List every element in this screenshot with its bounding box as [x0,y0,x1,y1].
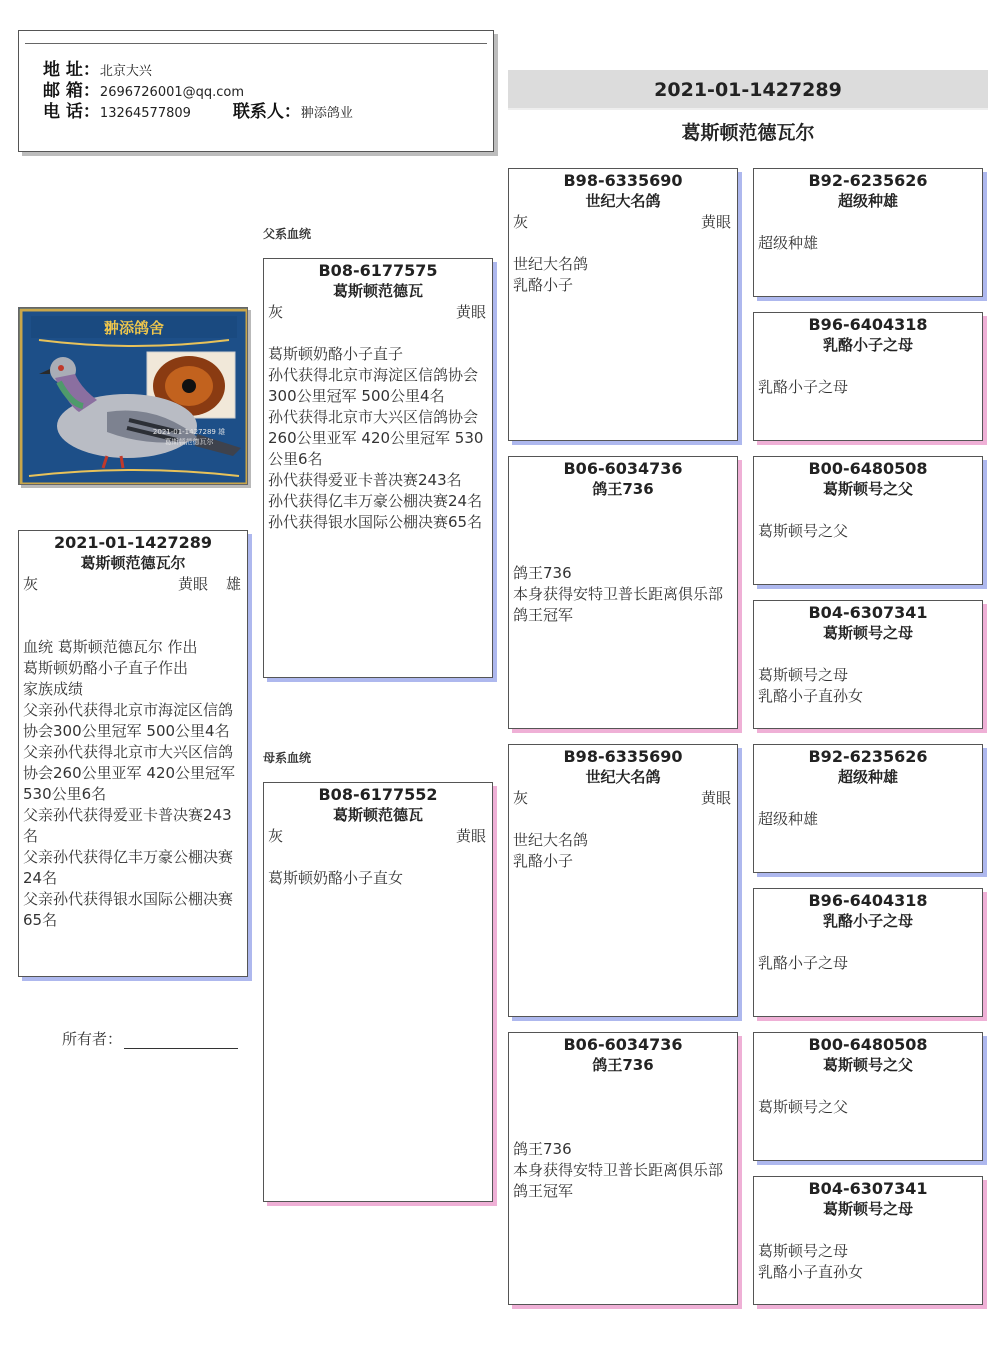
note-line: 葛斯顿号之父 [758,1098,849,1116]
gg7-ring: B00-6480508 [808,1035,928,1054]
sire-dam-ring: B06-6034736 [563,459,683,478]
subject-ring: 2021-01-1427289 [53,533,212,552]
note-line: 超级种雄 [758,234,819,252]
note-line: 父亲孙代获得银水国际公棚决赛65名 [23,890,234,929]
header-ring-number: 2021-01-1427289 [508,70,988,110]
gg4-ring: B04-6307341 [808,603,928,622]
gg3-ring: B00-6480508 [808,459,928,478]
sire-sire-notes [509,254,737,296]
great-grandparent-card-6 [753,888,983,1017]
gg5-notes [754,809,982,830]
note-line: 孙代获得北京市海淀区信鸽协会300公里冠军 500公里4名 [268,366,479,405]
phone-value: 13264577809 [99,106,191,121]
dam-dam-name: 鸽王736 [592,1056,654,1074]
great-grandparent-card-7 [753,1032,983,1161]
note-line: 乳酪小子之母 [758,954,849,972]
note-line: 父亲孙代获得亿丰万豪公棚决赛24名 [23,848,234,887]
owner-label: 所有者： [62,1030,123,1048]
note-line: 鸽王736 [513,564,572,582]
dam-sire-card [508,744,738,1017]
dam-color: 灰 [268,827,284,845]
gg2-ring: B96-6404318 [808,315,928,334]
gg8-name: 葛斯顿号之母 [822,1200,913,1218]
note-line: 乳酪小子 [513,852,574,870]
subject-notes [19,637,247,931]
dam-sire-color: 灰 [513,789,529,807]
dam-sire-notes [509,830,737,872]
note-line: 父亲孙代获得北京市大兴区信鸽协会260公里亚军 420公里冠军 530公里6名 [23,743,236,803]
pigeon-illustration [19,308,248,485]
sire-sire-card [508,168,738,441]
dam-section-label: 母系血统 [263,751,312,765]
subject-sex: 雄 [225,575,241,593]
gg1-name: 超级种雄 [837,192,898,210]
note-line: 世纪大名鸽 [513,255,589,273]
note-line: 血统 葛斯顿范德瓦尔 作出 [23,638,198,656]
contact-divider [25,43,487,44]
sire-traits [264,302,492,323]
email-value[interactable]: 2696726001@qq.com [99,85,245,100]
owner-signature-line[interactable] [124,1033,238,1049]
gg5-ring: B92-6235626 [808,747,928,766]
subject-traits [19,574,247,595]
sire-notes [264,344,492,533]
gg5-name: 超级种雄 [837,768,898,786]
note-line: 葛斯顿号之母 [758,666,849,684]
gg1-ring: B92-6235626 [808,171,928,190]
dam-name: 葛斯顿范德瓦 [332,806,423,824]
gg8-notes [754,1241,982,1283]
dam-eye: 黄眼 [455,827,486,845]
gg1-notes [754,233,982,254]
gg7-notes [754,1097,982,1118]
sire-sire-eye: 黄眼 [700,213,731,231]
dam-sire-ring: B98-6335690 [563,747,683,766]
sire-ring: B08-6177575 [318,261,438,280]
note-line: 超级种雄 [758,810,819,828]
photo-caption-line2: 葛斯顿范德瓦尔 [164,438,214,446]
note-line: 乳酪小子直孙女 [758,1263,864,1281]
subject-eye: 黄眼 [177,575,208,593]
contact-box [18,30,494,152]
dam-dam-ring: B06-6034736 [563,1035,683,1054]
photo-banner-text: 翀添鸽舍 [103,319,165,337]
note-line: 本身获得安特卫普长距离俱乐部鸽王冠军 [513,1161,724,1200]
dam-traits [264,826,492,847]
note-line: 孙代获得银水国际公棚决赛65名 [268,513,483,531]
gg6-ring: B96-6404318 [808,891,928,910]
note-line: 葛斯顿号之母 [758,1242,849,1260]
pigeon-photo [18,307,248,485]
note-line: 孙代获得北京市大兴区信鸽协会260公里亚军 420公里冠军 530公里6名 [268,408,484,468]
note-line: 乳酪小子直孙女 [758,687,864,705]
gg6-notes [754,953,982,974]
gg3-name: 葛斯顿号之父 [822,480,913,498]
pigeon-eye [58,365,64,371]
sire-dam-notes [509,563,737,626]
subject-card [18,530,248,977]
dam-card [263,782,493,1202]
sire-card [263,258,493,678]
sire-sire-name: 世纪大名鸽 [585,192,661,210]
great-grandparent-card-8 [753,1176,983,1305]
phone-label: 电 话： [43,102,100,122]
address-value: 北京大兴 [99,64,152,79]
note-line: 鸽王736 [513,1140,572,1158]
header-bird-name: 葛斯顿范德瓦尔 [681,122,815,144]
note-line: 父亲孙代获得北京市海淀区信鸽协会300公里冠军 500公里4名 [23,701,234,740]
email-label: 邮 箱： [43,81,100,101]
gg2-name: 乳酪小子之母 [822,336,913,354]
subject-color: 灰 [23,575,39,593]
dam-sire-name: 世纪大名鸽 [585,768,661,786]
photo-caption-line1: 2021-01-1427289 雄 [152,428,226,436]
dam-dam-notes [509,1139,737,1202]
sire-dam-name: 鸽王736 [592,480,654,498]
great-grandparent-card-2 [753,312,983,441]
great-grandparent-card-3 [753,456,983,585]
dam-sire-eye: 黄眼 [700,789,731,807]
phone-row [43,97,353,122]
gg4-name: 葛斯顿号之母 [822,624,913,642]
note-line: 世纪大名鸽 [513,831,589,849]
gg3-notes [754,521,982,542]
gg8-ring: B04-6307341 [808,1179,928,1198]
sire-section-label: 父系血统 [263,227,312,241]
owner-field [62,1028,238,1049]
sire-sire-ring: B98-6335690 [563,171,683,190]
note-line: 孙代获得爱亚卡普决赛243名 [268,471,462,489]
note-line: 葛斯顿奶酪小子直子 [268,345,404,363]
dam-notes [264,868,492,889]
note-line: 家族成绩 [23,680,84,698]
contact-person-label: 联系人： [232,102,301,122]
gg7-name: 葛斯顿号之父 [822,1056,913,1074]
note-line: 孙代获得亿丰万豪公棚决赛24名 [268,492,483,510]
sire-color: 灰 [268,303,284,321]
great-grandparent-card-5 [753,744,983,873]
note-line: 葛斯顿奶酪小子直女 [268,869,404,887]
great-grandparent-card-4 [753,600,983,729]
note-line: 乳酪小子 [513,276,574,294]
address-label: 地 址： [43,60,100,80]
sire-sire-traits [509,212,737,233]
gg2-notes [754,377,982,398]
note-line: 葛斯顿号之父 [758,522,849,540]
sire-dam-card [508,456,738,729]
sire-sire-color: 灰 [513,213,529,231]
note-line: 乳酪小子之母 [758,378,849,396]
gg6-name: 乳酪小子之母 [822,912,913,930]
great-grandparent-card-1 [753,168,983,297]
eye-pupil [182,379,196,393]
gg4-notes [754,665,982,707]
subject-name: 葛斯顿范德瓦尔 [80,554,186,572]
sire-eye: 黄眼 [455,303,486,321]
note-line: 本身获得安特卫普长距离俱乐部鸽王冠军 [513,585,724,624]
dam-dam-card [508,1032,738,1305]
dam-sire-traits [509,788,737,809]
sire-name: 葛斯顿范德瓦 [332,282,423,300]
dam-ring: B08-6177552 [318,785,438,804]
contact-person-value: 翀添鸽业 [300,106,353,121]
note-line: 葛斯顿奶酪小子直子作出 [23,659,189,677]
note-line: 父亲孙代获得爱亚卡普决赛243名 [23,806,232,845]
